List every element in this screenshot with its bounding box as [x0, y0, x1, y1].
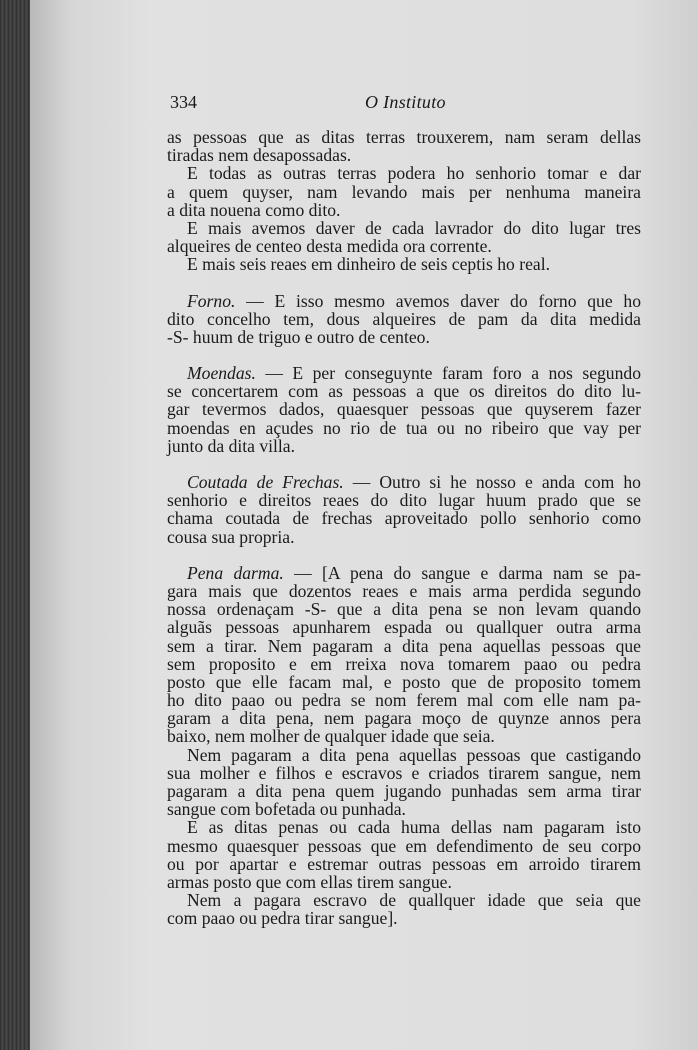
- section-first-line: [167, 364, 641, 382]
- text-line: E mais seis reaes em dinheiro de seis ceptis ho real.: [187, 254, 550, 275]
- text-line: E todas as outras terras podera ho senhorio tomar e dar: [187, 163, 641, 184]
- text-line: alqueires de centeo desta medida ora corrente.: [167, 236, 492, 257]
- section-first-line: [167, 473, 641, 491]
- text-line: chama coutada de frechas aproveitado pollo senhorio como: [167, 508, 641, 529]
- text-line: com paao ou pedra tirar sangue].: [167, 908, 398, 929]
- text-line: Nem pagaram a dita pena aquellas pessoas que castigando: [187, 744, 641, 765]
- book-spine-edge: [0, 0, 30, 1050]
- text-line: a dita nouena como dito.: [167, 199, 341, 220]
- text-line: -S- huum de triguo e outro de centeo.: [167, 326, 430, 347]
- text-line: mesmo quaesquer pessoas que em defendimento de seu corpo: [167, 835, 641, 856]
- text-line: ou por apartar e estremar outras pessoas em arroido tirarem: [167, 853, 641, 874]
- section-title-moendas: Moendas.: [187, 363, 256, 384]
- text-line: armas posto que com ellas tirem sangue.: [167, 871, 452, 892]
- text-line: cousa sua propria.: [167, 526, 295, 547]
- paragraph-gap: [167, 346, 641, 364]
- running-title: O Instituto: [365, 92, 446, 112]
- text-line: pagaram a dita pena quem jugando punhadas sem arma tirar: [167, 781, 641, 801]
- text-line: senhorio e direitos reaes do dito lugar huum prado que se: [167, 490, 641, 511]
- text-line: E as ditas penas ou cada huma dellas nam pagaram isto: [187, 817, 641, 838]
- text-line: E mais avemos daver de cada lavrador do dito lugar tres: [187, 217, 641, 238]
- text-line: ho dito paao ou pedra se nom ferem mal com elle nam pa-: [167, 690, 641, 711]
- text-line: alguãs pessoas apunharem espada ou quallquer outra arma: [167, 617, 641, 638]
- text-line: posto que elle facam mal, e posto que de proposito tomem: [167, 671, 641, 692]
- text-line: gar tevermos dados, quaesquer pessoas que quyserem fazer: [167, 399, 641, 420]
- text-line: as pessoas que as ditas terras trouxerem, nam seram dellas: [167, 127, 641, 147]
- text-line: garam a dita pena, nem pagara moço de quynze annos pera: [167, 708, 641, 729]
- page-number: 334: [170, 92, 197, 112]
- section-title-pena-darma: Pena darma.: [187, 562, 284, 583]
- paragraph-gap: [167, 546, 641, 564]
- section-text: — Outro si he nosso e anda com ho: [343, 472, 641, 492]
- text-line: Nem a pagara escravo de quallquer idade que seia que: [187, 890, 641, 911]
- text-line: sangue com bofetada ou punhada.: [167, 799, 406, 820]
- section-first-line: [167, 292, 641, 310]
- section-first-line: [167, 564, 641, 582]
- section-text: — E per conseguynte faram foro a nos segundo: [255, 363, 641, 384]
- text-line: junto da dita villa.: [167, 435, 296, 456]
- document-body: [167, 128, 641, 928]
- paragraph-gap: [167, 455, 641, 473]
- text-line: a quem quyser, nam levando mais per nenhuma maneira: [167, 181, 641, 202]
- text-line: se concertarem com as pessoas a que os direitos do dito lu-: [167, 381, 641, 402]
- section-text: — E isso mesmo avemos daver do forno que ho: [235, 290, 641, 311]
- text-line: gara mais que dozentos reaes e mais arma perdida segundo: [167, 580, 641, 601]
- text-line: sua molher e filhos e escravos e criados tirarem sangue, nem: [167, 762, 641, 783]
- text-line: tiradas nem desapossadas.: [167, 145, 352, 166]
- text-line: moendas en açudes no rio de tua ou no ribeiro que vay per: [167, 417, 641, 438]
- text-line: dito concelho tem, dous alqueires de pam da dita medida: [167, 308, 641, 329]
- section-title-coutada: Coutada de Frechas.: [187, 472, 344, 492]
- text-line: sem proposito e em rreixa nova tomarem paao ou pedra: [167, 653, 641, 674]
- text-line: baixo, nem molher de qualquer idade que seia.: [167, 726, 495, 747]
- text-line: nossa ordenaçam -S- que a dita pena se non levam quando: [167, 599, 641, 620]
- section-text: — [A pena do sangue e darma nam se pa-: [283, 562, 641, 583]
- section-title-forno: Forno.: [187, 290, 236, 311]
- text-line: sem a tirar. Nem pagaram a dita pena aquellas pessoas que: [167, 635, 641, 656]
- paragraph-gap: [167, 274, 641, 292]
- page-header: [170, 86, 640, 114]
